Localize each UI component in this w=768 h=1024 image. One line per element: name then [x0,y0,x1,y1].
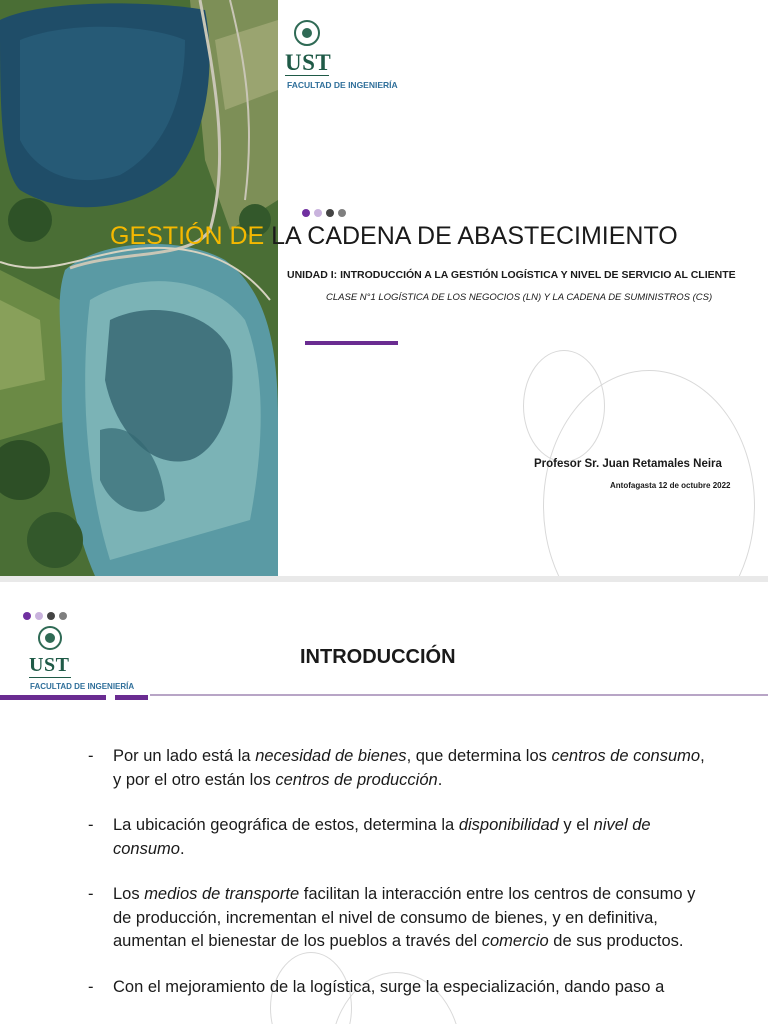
text: Por un lado está la [113,747,256,765]
header-rule [150,694,768,696]
ust-logo-text: UST [29,654,70,676]
text: Con el mejoramiento de la logística, surge la especialización, dando paso a [113,977,665,996]
bullet-1 [88,745,708,792]
logo-underline [29,677,71,678]
bullet-2 [88,814,708,861]
faculty-label: FACULTAD DE INGENIERÍA [30,682,135,691]
date-location: Antofagasta 12 de octubre 2022 [610,481,731,490]
emphasis: disponibilidad [458,816,559,834]
decorative-dots [302,209,346,217]
logo-underline [285,75,329,76]
intro-title: INTRODUCCIÓN [300,646,456,668]
emphasis: centros de producción [275,770,438,789]
dot-1 [23,612,31,620]
text: y el [558,816,594,834]
text: La ubicación geográfica de estos, determina la [113,816,459,834]
intro-slide [0,582,768,1024]
slide-title [110,222,678,251]
ust-logo-text: UST [285,50,332,75]
text: . [179,839,185,858]
aerial-lake-photo [0,0,278,576]
bullet-dash: - [88,747,94,765]
emphasis: nivel de consumo [113,816,651,858]
title-highlight: GESTIÓN DE [110,222,265,250]
emphasis: medios de transporte [144,885,300,903]
text: , y por el otro están los [113,747,705,789]
text: de sus productos. [548,932,684,950]
title-rest: LA CADENA DE ABASTECIMIENTO [264,222,678,250]
aerial-lake-illustration [0,0,278,576]
dot-2 [314,209,322,217]
bullet-list [88,745,708,1021]
class-subtitle: CLASE N°1 LOGÍSTICA DE LOS NEGOCIOS (LN) Y LA CADENA DE SUMINISTROS (CS) [326,292,713,303]
faculty-label: FACULTAD DE INGENIERÍA [287,80,398,90]
bullet-dash: - [88,977,94,996]
dot-2 [35,612,43,620]
text: , que determina los [406,747,552,765]
bullet-dash: - [88,885,94,903]
dot-3 [47,612,55,620]
bullet-4 [88,976,708,1000]
text: facilitan la interacción entre los centros de consumo y de producción, incrementan el nivel de consumo de bienes, y en definitiva, aumentan el bienestar de los pueblos a través del [113,885,696,950]
bullet-dash: - [88,816,94,834]
purple-accent-bar-left [0,695,106,700]
purple-accent-bar-short [115,695,148,700]
emphasis: centros de consumo [551,747,701,765]
decorative-dots-2 [23,612,67,620]
text: Los [113,885,145,903]
ust-seal-icon [294,20,320,46]
emphasis: comercio [481,932,549,950]
dot-1 [302,209,310,217]
text: . [437,770,443,789]
dot-3 [326,209,334,217]
unit-subtitle: UNIDAD I: INTRODUCCIÓN A LA GESTIÓN LOGÍSTICA Y NIVEL DE SERVICIO AL CLIENTE [287,269,736,281]
professor-name: Profesor Sr. Juan Retamales Neira [534,458,722,470]
dot-4 [338,209,346,217]
emphasis: necesidad de bienes [255,747,407,765]
bullet-3 [88,883,708,954]
dot-4 [59,612,67,620]
ust-seal-icon [38,626,62,650]
purple-accent-bar [305,341,398,345]
